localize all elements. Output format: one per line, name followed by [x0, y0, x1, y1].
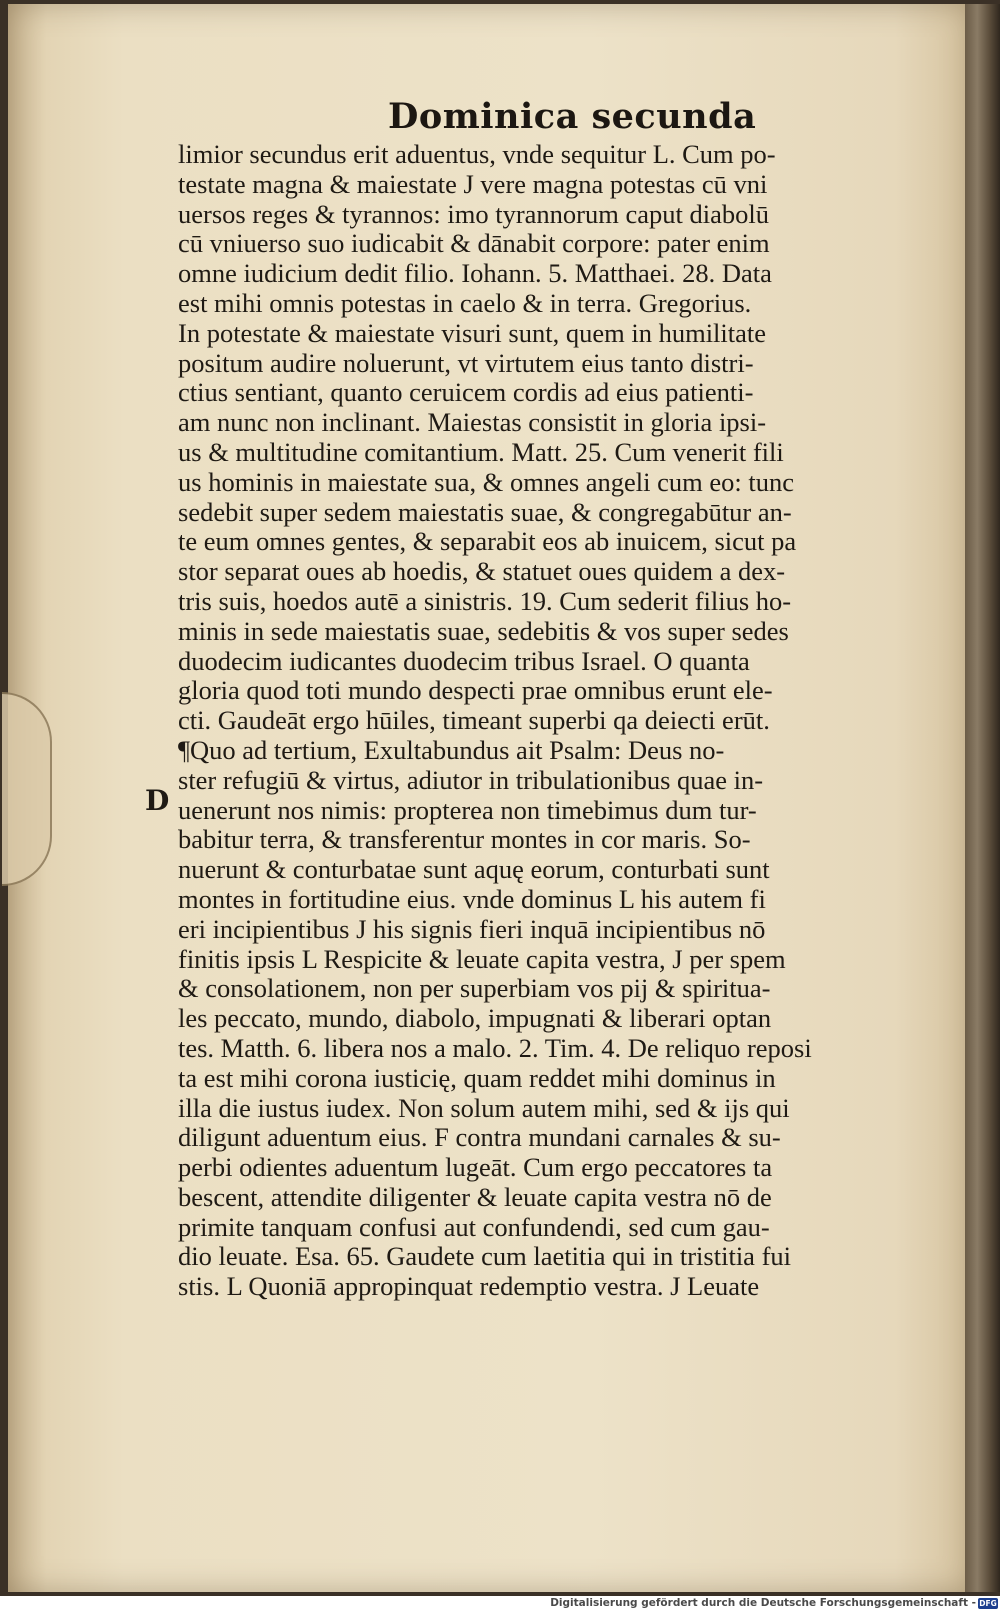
text-line: omne iudicium dedit filio. Iohann. 5. Matthaei. 28. Data — [178, 258, 772, 289]
text-line: gloria quod toti mundo despecti prae omnibus erunt ele- — [178, 675, 773, 706]
text-line: perbi odientes aduentum lugeāt. Cum ergo peccatores ta — [178, 1152, 773, 1183]
text-line: est mihi omnis potestas in caelo & in terra. Gregorius. — [178, 287, 752, 318]
text-line: montes in fortitudine eius. vnde dominus L his autem fi — [178, 883, 766, 914]
text-line: stis. L Quoniā appropinquat redemptio vestra. J Leuate — [178, 1271, 760, 1302]
text-line: minis in sede maiestatis suae, sedebitis & vos super sedes — [178, 615, 789, 646]
text-line: diligunt aduentum eius. F contra mundani carnales & su- — [178, 1122, 781, 1153]
text-line: limior secundus erit aduentus, vnde sequitur L. Cum po- — [178, 139, 776, 169]
text-line: nuerunt & conturbatae sunt aquę eorum, conturbati sunt — [178, 854, 770, 885]
text-line: babitur terra, & transferentur montes in cor maris. So- — [178, 824, 751, 855]
text-line: les peccato, mundo, diabolo, impugnati & liberari optan — [178, 1003, 772, 1034]
text-line: testate magna & maiestate J vere magna potestas cū vni — [178, 168, 768, 199]
text-line: bescent, attendite diligenter & leuate capita vestra nō de — [178, 1181, 772, 1212]
text-line: am nunc non inclinant. Maiestas consistit in gloria ipsi- — [178, 407, 767, 438]
text-line: finitis ipsis L Respicite & leuate capita vestra, J per spem — [178, 943, 786, 974]
text-line: ster refugiū & virtus, adiutor in tribulationibus quae in- — [178, 764, 764, 795]
text-line: & consolationem, non per superbiam vos pij & spiritua- — [178, 973, 771, 1004]
text-line: eri incipientibus J his signis fieri inquā incipientibus nō — [178, 913, 766, 944]
text-line: us hominis in maiestate sua, & omnes angeli cum eo: tunc — [178, 466, 795, 497]
page-edge — [965, 4, 1000, 1592]
text-line: sedebit super sedem maiestatis suae, & congregabūtur an- — [178, 496, 792, 527]
text-line: ¶Quo ad tertium, Exultabundus ait Psalm: Deus no- — [178, 734, 725, 765]
margin-letter: D — [145, 784, 170, 817]
text-line: In potestate & maiestate visuri sunt, quem in humilitate — [178, 317, 767, 348]
main-text-block — [178, 140, 878, 1302]
text-line: duodecim iudicantes duodecim tribus Israel. O quanta — [178, 645, 750, 676]
text-line: cti. Gaudeāt ergo hūiles, timeant superbi qa deiecti erūt. — [178, 705, 770, 736]
text-line: uenerunt nos nimis: propterea non timebimus dum tur- — [178, 794, 757, 825]
page-tab-notch — [2, 692, 52, 886]
running-head: Dominica secunda — [388, 96, 757, 137]
text-line: tris suis, hoedos autē a sinistris. 19. Cum sederit filius ho- — [178, 585, 792, 616]
text-line: tes. Matth. 6. libera nos a malo. 2. Tim. 4. De reliquo reposi — [178, 1032, 812, 1063]
text-line: uersos reges & tyrannos: imo tyrannorum caput diabolū — [178, 198, 769, 229]
text-line: dio leuate. Esa. 65. Gaudete cum laetitia qui in tristitia fui — [178, 1241, 792, 1272]
text-line: positum audire noluerunt, vt virtutem eius tanto distri- — [178, 347, 754, 378]
text-line: stor separat oues ab hoedis, & statuet oues quidem a dex- — [178, 556, 786, 587]
text-line: illa die iustus iudex. Non solum autem mihi, sed & ijs qui — [178, 1092, 790, 1123]
text-line: us & multitudine comitantium. Matt. 25. Cum venerit fili — [178, 436, 784, 467]
text-line: ctius sentiant, quanto ceruicem cordis ad eius patienti- — [178, 377, 754, 408]
text-line: primite tanquam confusi aut confundendi, sed cum gau- — [178, 1211, 770, 1242]
dfg-logo-icon: DFG — [979, 1599, 997, 1608]
text-line: te eum omnes gentes, & separabit eos ab inuicem, sicut pa — [178, 526, 797, 557]
digitization-credit: Digitalisierung gefördert durch die Deutsche Forschungsgemeinschaft - — [550, 1597, 976, 1609]
text-line: ta est mihi corona iusticię, quam reddet mihi dominus in — [178, 1062, 776, 1093]
text-line: cū vniuerso suo iudicabit & dānabit corpore: pater enim — [178, 228, 770, 259]
